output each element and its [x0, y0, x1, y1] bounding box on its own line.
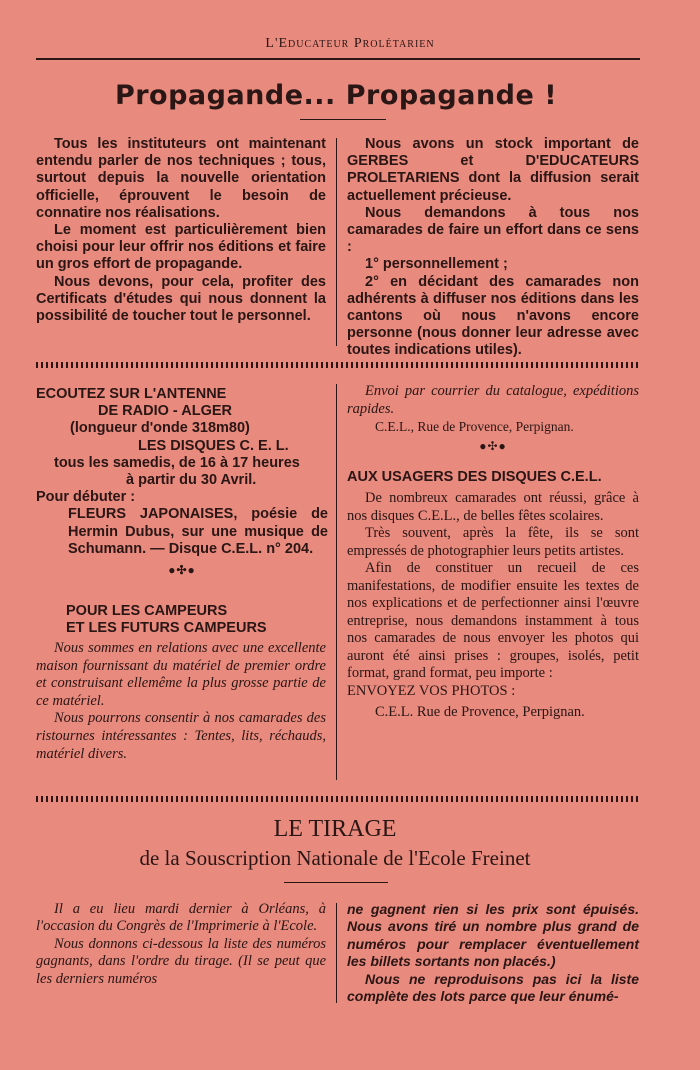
tirage-left-column [36, 901, 326, 988]
tirage-title: LE TIRAGE [273, 816, 397, 842]
radio-line: (longueur d'onde 318m80) [70, 420, 250, 437]
tirage-paragraph: ne gagnent rien si les prix sont épuisés. Nous avons tiré un nombre plus grand de numéros pour remplacer éventuellement les billets sortants non placés.) [347, 901, 639, 970]
radio-line: DE RADIO - ALGER [98, 403, 232, 420]
campeurs-heading [66, 603, 328, 637]
radio-line: à partir du 30 Avril. [126, 472, 257, 489]
radio-announcement [36, 386, 328, 579]
envoi-text: Envoi par courrier du catalogue, expéditions rapides. [347, 383, 639, 417]
ornament: ●✣● [168, 563, 196, 578]
campeurs-title: POUR LES CAMPEURS [66, 603, 228, 619]
propagande-left-column [36, 136, 326, 325]
column-divider [336, 903, 337, 1003]
usagers-paragraph: ENVOYEZ VOS PHOTOS : [347, 682, 516, 699]
propagande-right-paragraph: 1° personnellement ; [365, 256, 508, 273]
tirage-paragraph: Nous ne reproduisons pas ici la liste complète des lots parce que leur énumé- [347, 970, 639, 1005]
tirage-underline [284, 882, 388, 883]
propagande-left-paragraph: Le moment est particulièrement bien choisi pour leur offrir nos éditions et faire un gros effort de propagande. [36, 222, 326, 273]
campeurs-title: ET LES FUTURS CAMPEURS [66, 620, 267, 637]
usagers-paragraph: Afin de constituer un recueil de ces manifestations, de modifier ensuite les textes de nos explications et de perfectionner ainsi l'œuvre entreprise, nous demandons instamment à tous nos camarades de nous envoyer les photos qui auront été ainsi prises : groupes, isolés, petit format, grand format, peu importe : [347, 560, 639, 681]
radio-line: ECOUTEZ SUR L'ANTENNE [36, 386, 227, 402]
page-title: Propagande... Propagande ! [114, 80, 558, 111]
tirage-subtitle: de la Souscription Nationale de l'Ecole Freinet [139, 846, 531, 870]
tirage-paragraph: Il a eu lieu mardi dernier à Orléans, à l'occasion du Congrès de l'Imprimerie à l'Ecole. [36, 901, 326, 935]
ornament: ●✣● [479, 438, 507, 453]
usagers-title: AUX USAGERS DES DISQUES C.E.L. [347, 469, 602, 485]
usagers-address: C.E.L. Rue de Provence, Perpignan. [375, 704, 585, 720]
column-divider [336, 384, 337, 780]
dotted-separator [36, 362, 640, 368]
dotted-separator [36, 796, 640, 802]
usagers-paragraph: Très souvent, après la fête, ils se sont empressés de photographier leurs petits artistes. [347, 525, 639, 559]
usagers-text [347, 490, 639, 722]
title-underline [300, 119, 386, 120]
radio-line: Pour débuter : [36, 489, 136, 506]
envoi-address: C.E.L., Rue de Provence, Perpignan. [375, 419, 574, 435]
propagande-left-paragraph: Tous les instituteurs ont maintenant entendu parler de nos techniques ; tous, surtout depuis la nouvelle orientation officielle, éprouvent le besoin de connatire nos réalisations. [36, 136, 326, 221]
propagande-right-paragraph: Nous demandons à tous nos camarades de faire un effort dans ce sens : [347, 204, 639, 256]
envoi-block [347, 383, 639, 455]
tirage-paragraph: Nous donnons ci-dessous la liste des numéros gagnants, dans l'ordre du tirage. (Il se peut que les derniers numéros [36, 935, 326, 987]
column-divider [336, 138, 337, 346]
tirage-right-column [347, 901, 639, 1005]
campeurs-paragraph: Nous pourrons consentir à nos camarades des ristournes intéressantes : Tentes, lits, réchauds, matériel divers. [36, 710, 326, 762]
campeurs-text [36, 640, 326, 763]
propagande-right-column [347, 136, 639, 360]
propagande-left-paragraph: Nous devons, pour cela, profiter des Certificats d'études qui nous donnent la possibilité de toucher tout le personnel. [36, 273, 326, 325]
radio-program: FLEURS JAPONAISES, poésie de Hermin Dubus, sur une musique de Schumann. — Disque C.E.L. n° 204. [68, 506, 328, 557]
usagers-paragraph: De nombreux camarades ont réussi, grâce à nos disques C.E.L., de belles fêtes scolaires. [347, 490, 639, 524]
campeurs-paragraph: Nous sommes en relations avec une excellente maison fournissant du matériel de premier ordre et construisant ellemême la plus grosse partie de ce matériel. [36, 640, 326, 709]
running-head: L'Educateur Prolétarien [265, 36, 435, 51]
radio-line: LES DISQUES C. E. L. [138, 437, 289, 454]
propagande-right-paragraph: 2° en décidant des camarades non adhérents à diffuser nos éditions dans les cantons où nous n'avons encore personne (nous donner leur adresse avec toutes indications utiles). [347, 273, 639, 359]
header-rule [36, 58, 640, 60]
radio-line: tous les samedis, de 16 à 17 heures [54, 454, 300, 471]
propagande-right-paragraph: Nous avons un stock important de GERBES et D'EDUCATEURS PROLETARIENS dont la diffusion serait actuellement précieuse. [347, 136, 639, 204]
